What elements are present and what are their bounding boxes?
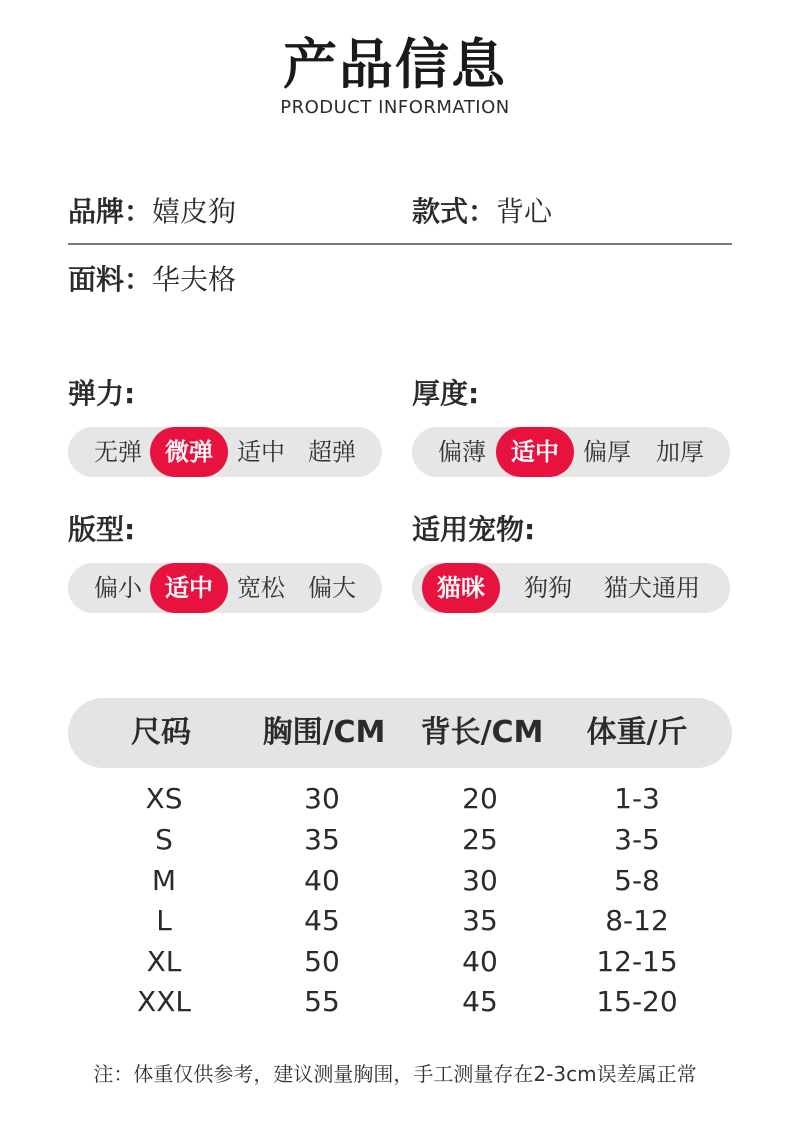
cell-chest: 35 xyxy=(304,823,340,856)
page-title: 产品信息 xyxy=(283,33,507,96)
header-chest: 胸围/CM xyxy=(262,715,386,750)
elasticity-option: 超弹 xyxy=(308,438,356,466)
cell-size: M xyxy=(151,864,177,897)
cell-chest: 55 xyxy=(304,985,340,1018)
cell-size: XS xyxy=(145,782,183,815)
cell-weight: 8-12 xyxy=(605,904,669,937)
measurement-note: 注：体重仅供参考，建议测量胸围，手工测量存在2-3cm误差属正常 xyxy=(93,1062,697,1086)
fabric-key: 面料： xyxy=(68,263,153,296)
thickness-option: 偏厚 xyxy=(583,438,631,466)
cell-weight: 15-20 xyxy=(596,985,678,1018)
cell-chest: 30 xyxy=(304,782,340,815)
table-row xyxy=(0,820,790,860)
table-row xyxy=(0,861,790,901)
fit-option: 偏小 xyxy=(94,574,142,602)
pets-label: 适用宠物: xyxy=(412,513,536,546)
cell-back: 20 xyxy=(462,782,498,815)
brand-key: 品牌： xyxy=(68,195,153,228)
header-back-length: 背长/CM xyxy=(420,715,544,750)
thickness-scale xyxy=(412,427,730,477)
cell-back: 25 xyxy=(462,823,498,856)
pets-option: 猫犬通用 xyxy=(604,574,700,602)
pets-scale xyxy=(412,563,730,613)
cell-weight: 12-15 xyxy=(596,945,678,978)
elasticity-option: 无弹 xyxy=(94,438,142,466)
cell-back: 30 xyxy=(462,864,498,897)
table-row xyxy=(0,901,790,941)
thickness-option: 偏薄 xyxy=(438,438,486,466)
divider xyxy=(68,243,732,245)
cell-back: 45 xyxy=(462,985,498,1018)
brand-value: 嬉皮狗 xyxy=(152,195,237,228)
header-weight: 体重/斤 xyxy=(586,715,688,750)
thickness-option: 加厚 xyxy=(656,438,704,466)
style-key: 款式： xyxy=(412,195,497,228)
cell-weight: 5-8 xyxy=(614,864,660,897)
fit-scale xyxy=(68,563,382,613)
cell-size: L xyxy=(156,904,172,937)
table-row xyxy=(0,779,790,819)
cell-weight: 1-3 xyxy=(614,782,660,815)
elasticity-option: 适中 xyxy=(237,438,285,466)
fit-label: 版型: xyxy=(68,513,136,546)
thickness-option-selected: 适中 xyxy=(496,427,574,477)
pets-option: 狗狗 xyxy=(524,574,572,602)
cell-chest: 40 xyxy=(304,864,340,897)
cell-chest: 50 xyxy=(304,945,340,978)
elasticity-label: 弹力: xyxy=(68,377,136,410)
style-info xyxy=(412,190,552,230)
header-size: 尺码 xyxy=(131,715,191,750)
page-subtitle: PRODUCT INFORMATION xyxy=(280,97,510,118)
elasticity-option-selected: 微弹 xyxy=(150,427,228,477)
brand-info xyxy=(68,190,236,230)
cell-size: S xyxy=(155,823,173,856)
fabric-info xyxy=(68,258,236,298)
cell-back: 40 xyxy=(462,945,498,978)
thickness-label: 厚度: xyxy=(412,377,480,410)
table-row xyxy=(0,942,790,982)
fabric-value: 华夫格 xyxy=(152,263,237,296)
cell-weight: 3-5 xyxy=(614,823,660,856)
style-value: 背心 xyxy=(496,195,553,228)
cell-size: XXL xyxy=(137,985,191,1018)
size-table-header xyxy=(68,698,732,768)
cell-size: XL xyxy=(146,945,182,978)
cell-chest: 45 xyxy=(304,904,340,937)
table-row xyxy=(0,982,790,1022)
fit-option-selected: 适中 xyxy=(150,563,228,613)
pets-option-selected: 猫咪 xyxy=(422,563,500,613)
fit-option: 偏大 xyxy=(308,574,356,602)
fit-option: 宽松 xyxy=(237,574,285,602)
cell-back: 35 xyxy=(462,904,498,937)
elasticity-scale xyxy=(68,427,382,477)
